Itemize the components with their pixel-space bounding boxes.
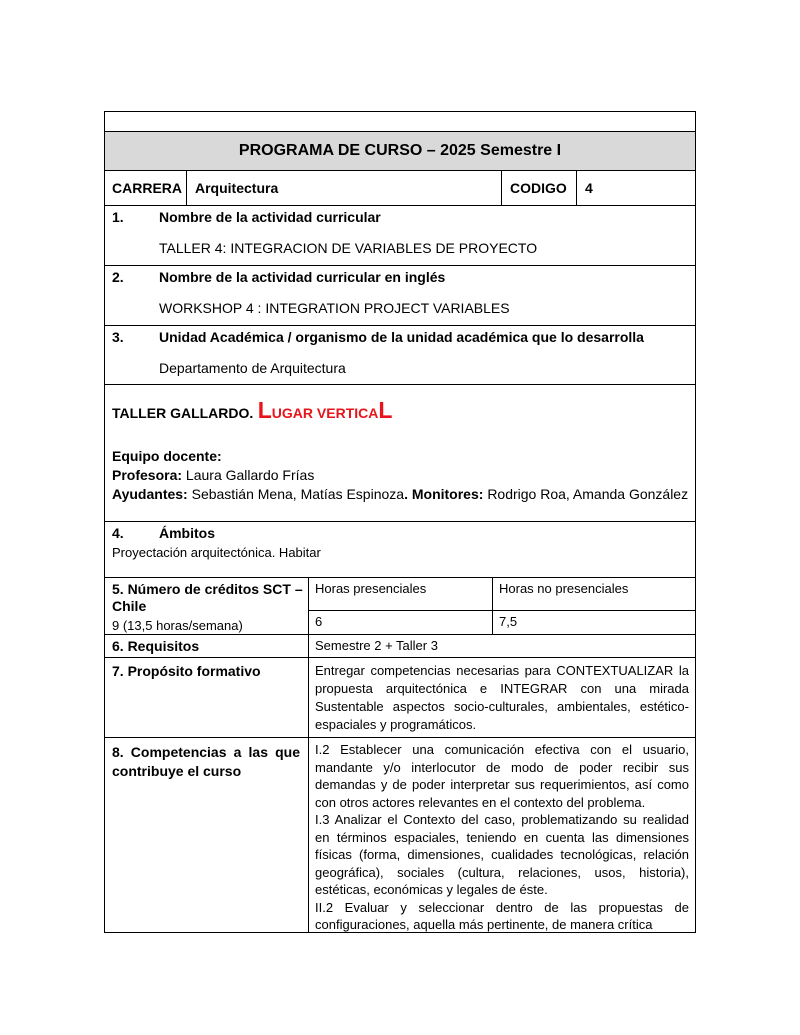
codigo-divider-right xyxy=(576,171,577,205)
competencias-list xyxy=(315,741,689,933)
section-1-title: Nombre de la actividad curricular xyxy=(159,209,381,225)
competencia-item: I.3 Analizar el Contexto del caso, problematizando su realidad en términos espaciales, teniendo en cuenta las dimensiones físicas (forma, dimensiones, cualidades tecnológicas, relación geográfica), sociales (cultura, relaciones, usos, historia), estéticas, económicas y legales de éste. xyxy=(315,812,689,897)
lugar-middle: UGAR VERTICA xyxy=(271,405,379,421)
creditos-row xyxy=(105,578,695,635)
carrera-row xyxy=(105,171,695,206)
ayudantes-line xyxy=(112,486,688,502)
requisitos-value: Semestre 2 + Taller 3 xyxy=(315,638,438,653)
section-1 xyxy=(105,206,695,266)
horas-separator xyxy=(308,610,695,611)
carrera-divider xyxy=(186,171,187,205)
horas-no-presenciales-label: Horas no presenciales xyxy=(499,581,629,596)
ambitos-title: Ámbitos xyxy=(159,525,215,541)
ambitos-value: Proyectación arquitectónica. Habitar xyxy=(112,545,321,560)
ambitos-row xyxy=(105,522,695,578)
carrera-value: Arquitectura xyxy=(195,180,279,196)
equipo-docente-label: Equipo docente: xyxy=(112,448,222,464)
horas-presenciales-value: 6 xyxy=(315,614,323,629)
title-row xyxy=(105,132,695,171)
requisitos-label: 6. Requisitos xyxy=(112,638,200,654)
section-2-title: Nombre de la actividad curricular en inglés xyxy=(159,269,446,285)
codigo-value: 4 xyxy=(585,180,593,196)
taller-heading xyxy=(112,397,392,427)
horas-divider xyxy=(492,578,493,634)
page-title: PROGRAMA DE CURSO – 2025 Semestre I xyxy=(238,142,562,159)
proposito-value: Entregar competencias necesarias para CONTEXTUALIZAR la propuesta arquitectónica e INTEGRAR con una mirada Sustentable aspectos socio-culturales, ambientales, estético-espaciales y programáticos. xyxy=(315,663,689,732)
proposito-row xyxy=(105,658,695,738)
lugar-initial: L xyxy=(257,397,272,423)
competencia-item: II.2 Evaluar y seleccionar dentro de las propuestas de configuraciones, aquella más pertinente, de manera crítica xyxy=(315,899,689,932)
proposito-divider xyxy=(308,658,309,737)
creditos-label: 5. Número de créditos SCT – Chile xyxy=(112,581,303,614)
carrera-label: CARRERA xyxy=(112,180,182,196)
section-3-title: Unidad Académica / organismo de la unidad académica que lo desarrolla xyxy=(159,329,644,345)
ayudantes-period: . xyxy=(404,486,408,502)
profesora-line xyxy=(112,467,314,483)
section-3 xyxy=(105,326,695,385)
section-3-value: Departamento de Arquitectura xyxy=(159,360,346,376)
taller-block xyxy=(105,385,695,522)
top-strip xyxy=(105,112,695,132)
proposito-label: 7. Propósito formativo xyxy=(112,663,261,679)
section-2-value: WORKSHOP 4 : INTEGRATION PROJECT VARIABLES xyxy=(159,300,510,316)
requisitos-row xyxy=(105,635,695,658)
section-1-value: TALLER 4: INTEGRACION DE VARIABLES DE PROYECTO xyxy=(159,240,538,256)
profesora-label: Profesora: xyxy=(112,467,183,483)
competencias-divider xyxy=(308,738,309,933)
horas-no-presenciales-value: 7,5 xyxy=(499,614,518,629)
profesora-value: Laura Gallardo Frías xyxy=(185,467,315,483)
horas-presenciales-label: Horas presenciales xyxy=(315,581,427,596)
codigo-divider-left xyxy=(501,171,502,205)
ayudantes-value: Sebastián Mena, Matías Espinoza xyxy=(191,486,405,502)
ayudantes-label: Ayudantes: xyxy=(112,486,188,502)
requisitos-divider xyxy=(308,635,309,657)
codigo-label: CODIGO xyxy=(510,180,567,196)
section-2-number: 2. xyxy=(112,269,124,285)
monitores-label: Monitores: xyxy=(411,486,484,502)
lugar-final: L xyxy=(378,397,393,423)
monitores-value: Rodrigo Roa, Amanda González xyxy=(487,486,689,502)
creditos-value: 9 (13,5 horas/semana) xyxy=(112,618,243,633)
section-3-number: 3. xyxy=(112,329,124,345)
competencias-label: 8. Competencias a las que contribuye el curso xyxy=(112,744,300,779)
taller-name: TALLER GALLARDO. xyxy=(112,405,254,421)
course-program-table xyxy=(104,111,696,933)
competencias-row xyxy=(105,738,695,933)
section-1-number: 1. xyxy=(112,209,124,225)
competencia-item: I.2 Establecer una comunicación efectiva con el usuario, mandante y/o interlocutor de modo de poder recibir sus demandas y de poder interpretar sus requerimientos, así como con otros actores relevantes en el contexto del problema. xyxy=(315,742,689,810)
ambitos-number: 4. xyxy=(112,525,124,541)
creditos-divider xyxy=(308,578,309,634)
section-2 xyxy=(105,266,695,326)
